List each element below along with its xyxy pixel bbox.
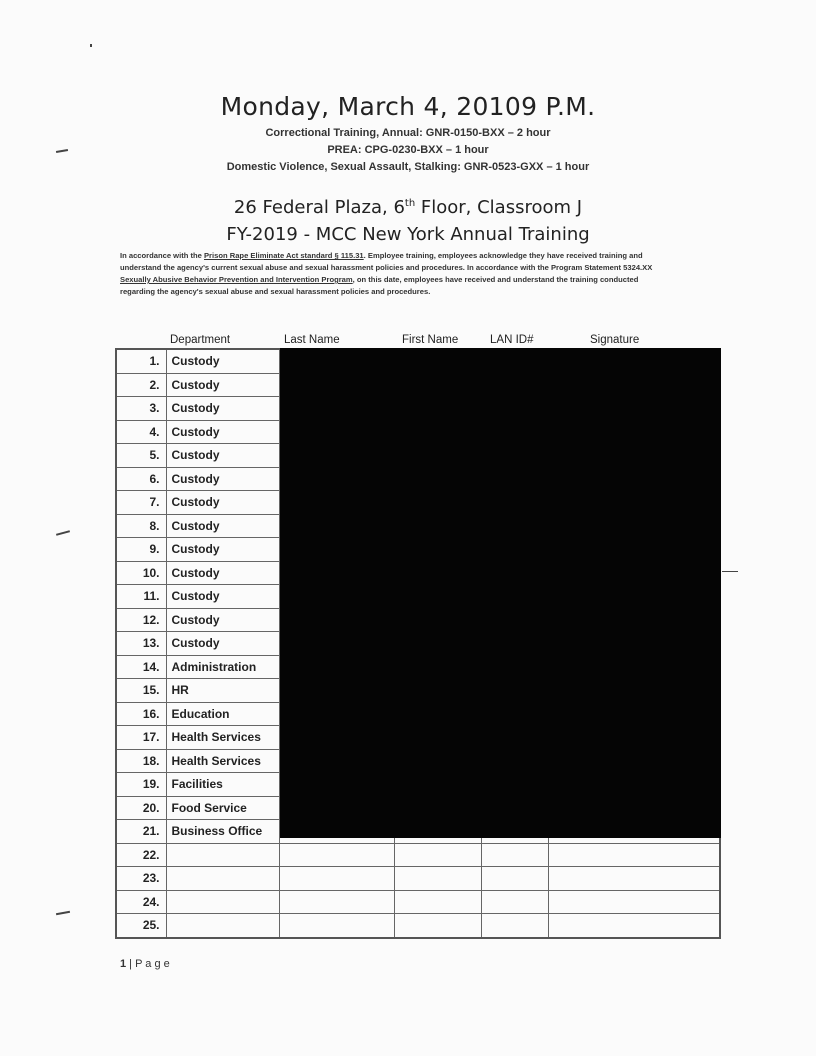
row-number: 13. bbox=[116, 632, 166, 656]
row-lan-id bbox=[481, 843, 548, 867]
row-department: Custody bbox=[166, 444, 279, 468]
row-department bbox=[166, 867, 279, 891]
row-first-name bbox=[394, 843, 481, 867]
row-last-name bbox=[279, 867, 394, 891]
row-number: 10. bbox=[116, 561, 166, 585]
location-sup: th bbox=[404, 198, 416, 209]
page-number: 1 bbox=[120, 958, 127, 970]
row-signature bbox=[548, 890, 720, 914]
training-line-prea: PREA: CPG-0230-BXX – 1 hour bbox=[327, 144, 489, 156]
row-last-name bbox=[279, 890, 394, 914]
training-line-correctional: Correctional Training, Annual: GNR-0150-BXX – 2 hour bbox=[265, 127, 551, 139]
row-number: 3. bbox=[116, 397, 166, 421]
row-number: 7. bbox=[116, 491, 166, 515]
row-department: Custody bbox=[166, 632, 279, 656]
row-number: 24. bbox=[116, 890, 166, 914]
para-text-2: . Employee training, employees acknowledge they have received training and understand the agency's current sexual abuse and sexual harassment policies and procedures. In accordance with the Program Statement 5324.XX bbox=[120, 251, 653, 272]
row-department: Education bbox=[166, 702, 279, 726]
scan-mark bbox=[56, 530, 70, 536]
para-text-1: In accordance with the bbox=[120, 251, 204, 260]
row-number: 8. bbox=[116, 514, 166, 538]
row-department: Food Service bbox=[166, 796, 279, 820]
row-number: 19. bbox=[116, 773, 166, 797]
scan-mark bbox=[56, 911, 70, 915]
page-title: Monday, March 4, 20109 P.M. bbox=[220, 92, 596, 121]
redaction-block bbox=[280, 348, 721, 838]
row-department: Business Office bbox=[166, 820, 279, 844]
col-header-last-name: Last Name bbox=[284, 334, 340, 346]
row-department: Custody bbox=[166, 420, 279, 444]
table-row bbox=[116, 843, 720, 867]
row-department: Custody bbox=[166, 467, 279, 491]
program-statement-link: Sexually Abusive Behavior Prevention and Intervention Program bbox=[120, 275, 353, 284]
prea-standard-link: Prison Rape Eliminate Act standard § 115.31 bbox=[203, 251, 364, 260]
table-row bbox=[116, 890, 720, 914]
row-number: 12. bbox=[116, 608, 166, 632]
row-number: 20. bbox=[116, 796, 166, 820]
row-department: Health Services bbox=[166, 726, 279, 750]
row-number: 25. bbox=[116, 914, 166, 938]
row-signature bbox=[548, 843, 720, 867]
row-lan-id bbox=[481, 890, 548, 914]
col-header-first-name: First Name bbox=[402, 334, 459, 346]
row-number: 2. bbox=[116, 373, 166, 397]
row-first-name bbox=[394, 867, 481, 891]
page-footer bbox=[120, 958, 170, 970]
row-number: 1. bbox=[116, 349, 166, 373]
scan-mark bbox=[722, 571, 738, 572]
table-row bbox=[116, 914, 720, 938]
row-department bbox=[166, 890, 279, 914]
location-suffix: Floor, Classroom J bbox=[415, 197, 583, 218]
row-department: Custody bbox=[166, 349, 279, 373]
row-department bbox=[166, 843, 279, 867]
row-department: Facilities bbox=[166, 773, 279, 797]
row-department: Custody bbox=[166, 373, 279, 397]
row-department: HR bbox=[166, 679, 279, 703]
row-department bbox=[166, 914, 279, 938]
fiscal-year-title: FY-2019 - MCC New York Annual Training bbox=[226, 224, 590, 245]
row-department: Administration bbox=[166, 655, 279, 679]
training-line-domestic-violence: Domestic Violence, Sexual Assault, Stalking: GNR-0523-GXX – 1 hour bbox=[226, 161, 590, 173]
row-number: 17. bbox=[116, 726, 166, 750]
para-text-3: , on this date, employees have received and understand the training conducted regarding the agency's sexual abuse and sexual harassment policies and procedures. bbox=[120, 275, 639, 296]
row-department: Custody bbox=[166, 514, 279, 538]
row-last-name bbox=[279, 914, 394, 938]
row-department: Health Services bbox=[166, 749, 279, 773]
row-last-name bbox=[279, 843, 394, 867]
location-prefix: 26 Federal Plaza, 6 bbox=[233, 197, 405, 218]
row-number: 4. bbox=[116, 420, 166, 444]
row-number: 15. bbox=[116, 679, 166, 703]
col-header-department: Department bbox=[170, 334, 231, 346]
row-number: 5. bbox=[116, 444, 166, 468]
row-department: Custody bbox=[166, 561, 279, 585]
table-row bbox=[116, 867, 720, 891]
row-number: 16. bbox=[116, 702, 166, 726]
row-number: 6. bbox=[116, 467, 166, 491]
acknowledgement-paragraph bbox=[120, 250, 668, 298]
row-first-name bbox=[394, 890, 481, 914]
row-department: Custody bbox=[166, 491, 279, 515]
col-header-lan-id: LAN ID# bbox=[490, 334, 534, 346]
row-number: 18. bbox=[116, 749, 166, 773]
col-header-signature: Signature bbox=[590, 334, 640, 346]
row-number: 14. bbox=[116, 655, 166, 679]
row-department: Custody bbox=[166, 538, 279, 562]
row-department: Custody bbox=[166, 608, 279, 632]
row-number: 22. bbox=[116, 843, 166, 867]
row-number: 11. bbox=[116, 585, 166, 609]
page-label: | P a g e bbox=[126, 958, 170, 970]
row-first-name bbox=[394, 914, 481, 938]
row-lan-id bbox=[481, 914, 548, 938]
row-number: 9. bbox=[116, 538, 166, 562]
row-number: 21. bbox=[116, 820, 166, 844]
row-signature bbox=[548, 914, 720, 938]
row-signature bbox=[548, 867, 720, 891]
row-department: Custody bbox=[166, 585, 279, 609]
row-department: Custody bbox=[166, 397, 279, 421]
row-lan-id bbox=[481, 867, 548, 891]
row-number: 23. bbox=[116, 867, 166, 891]
scan-mark bbox=[90, 44, 92, 47]
location-line bbox=[0, 197, 816, 218]
